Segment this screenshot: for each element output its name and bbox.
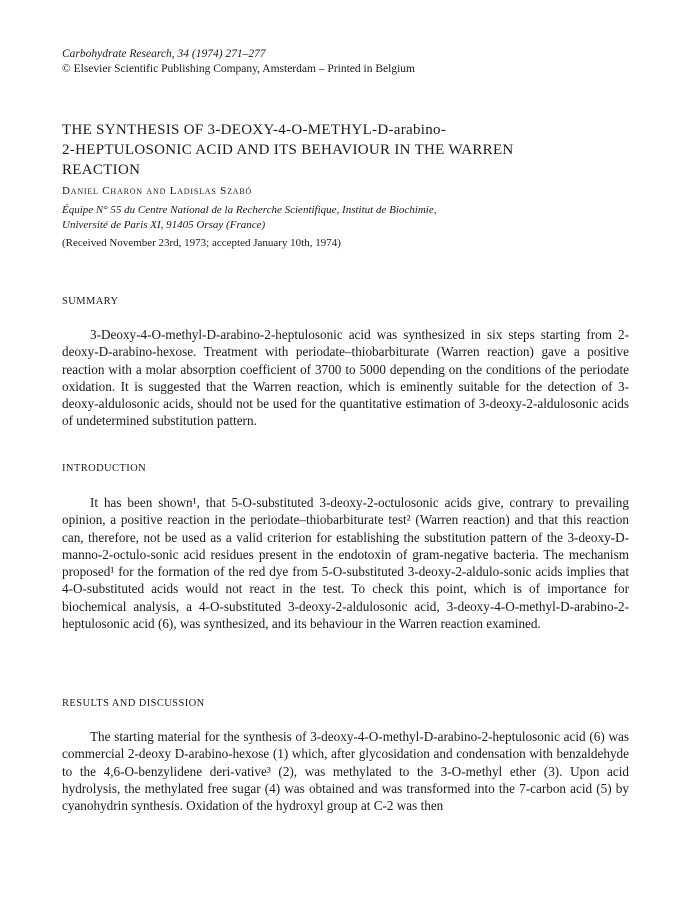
- journal-header: [62, 47, 415, 77]
- title-line-3: REACTION: [62, 162, 141, 178]
- summary-paragraph: [62, 326, 629, 430]
- introduction-text: It has been shown¹, that 5-O-substituted 3-deoxy-2-octulosonic acids give, contrary to prevailing opinion, a positive reaction in the periodate–thiobarbiturate test² (Warren reaction) and that this reaction can, therefore, not be used as a valid criterion for establishing the substitution pattern of the 3-deoxy-D-manno-2-octulo-sonic acid residues present in the endotoxin of gram-negative bacteria. The mechanism proposed¹ for the formation of the red dye from 5-O-substituted 3-deoxy-2-aldulo-sonic acids implies that 4-O-substituted acids would not react in the test. To check this point, which is of importance for biochemical analysis, a 4-O-substituted 3-deoxy-2-aldulosonic acid, 3-deoxy-4-O-methyl-D-arabino-2-heptulosonic acid (6), was synthesized, and its behaviour in the Warren reaction examined.: [62, 495, 629, 632]
- received-dates: (Received November 23rd, 1973; accepted January 10th, 1974): [62, 237, 341, 249]
- introduction-heading: INTRODUCTION: [62, 463, 147, 474]
- authors: Daniel Charon and Ladislas Szabó: [62, 185, 253, 197]
- introduction-paragraph: [62, 494, 629, 632]
- journal-citation: Carbohydrate Research, 34 (1974) 271–277: [62, 48, 266, 60]
- affiliation-line-1: Équipe N° 55 du Centre National de la Recherche Scientifique, Institut de Biochimie,: [62, 204, 437, 216]
- summary-heading: SUMMARY: [62, 296, 119, 307]
- article-title: [62, 120, 642, 180]
- results-heading: RESULTS AND DISCUSSION: [62, 698, 205, 709]
- publisher-line: © Elsevier Scientific Publishing Company, Amsterdam – Printed in Belgium: [62, 63, 415, 75]
- title-line-1: THE SYNTHESIS OF 3-DEOXY-4-O-METHYL-D-arabino-: [62, 122, 447, 138]
- results-text: The starting material for the synthesis of 3-deoxy-4-O-methyl-D-arabino-2-heptulosonic acid (6) was commercial 2-deoxy D-arabino-hexose (1) which, after glycosidation and condensation with benzaldehyde to the 4,6-O-benzylidene deri-vative³ (2), was methylated to the 3-O-methyl ether (3). Upon acid hydrolysis, the methylated free sugar (4) was obtained and was transformed into the 7-carbon acid (5) by cyanohydrin synthesis. Oxidation of the hydroxyl group at C-2 was then: [62, 729, 629, 814]
- affiliation: [62, 203, 622, 233]
- title-line-2: 2-HEPTULOSONIC ACID AND ITS BEHAVIOUR IN THE WARREN: [62, 142, 514, 158]
- results-paragraph: [62, 728, 629, 814]
- summary-text: 3-Deoxy-4-O-methyl-D-arabino-2-heptulosonic acid was synthesized in six steps starting from 2-deoxy-D-arabino-hexose. Treatment with periodate–thiobarbiturate (Warren reaction) gave a positive reaction with a molar absorption coefficient of 3700 to 5000 depending on the conditions of the periodate oxidation. It is suggested that the Warren reaction, which is eminently suitable for the detection of 3-deoxy-aldulosonic acids, should not be used for the quantitative estimation of 3-deoxy-2-aldulosonic acids of undetermined substitution pattern.: [62, 327, 629, 429]
- affiliation-line-2: Université de Paris XI, 91405 Orsay (France): [62, 219, 266, 231]
